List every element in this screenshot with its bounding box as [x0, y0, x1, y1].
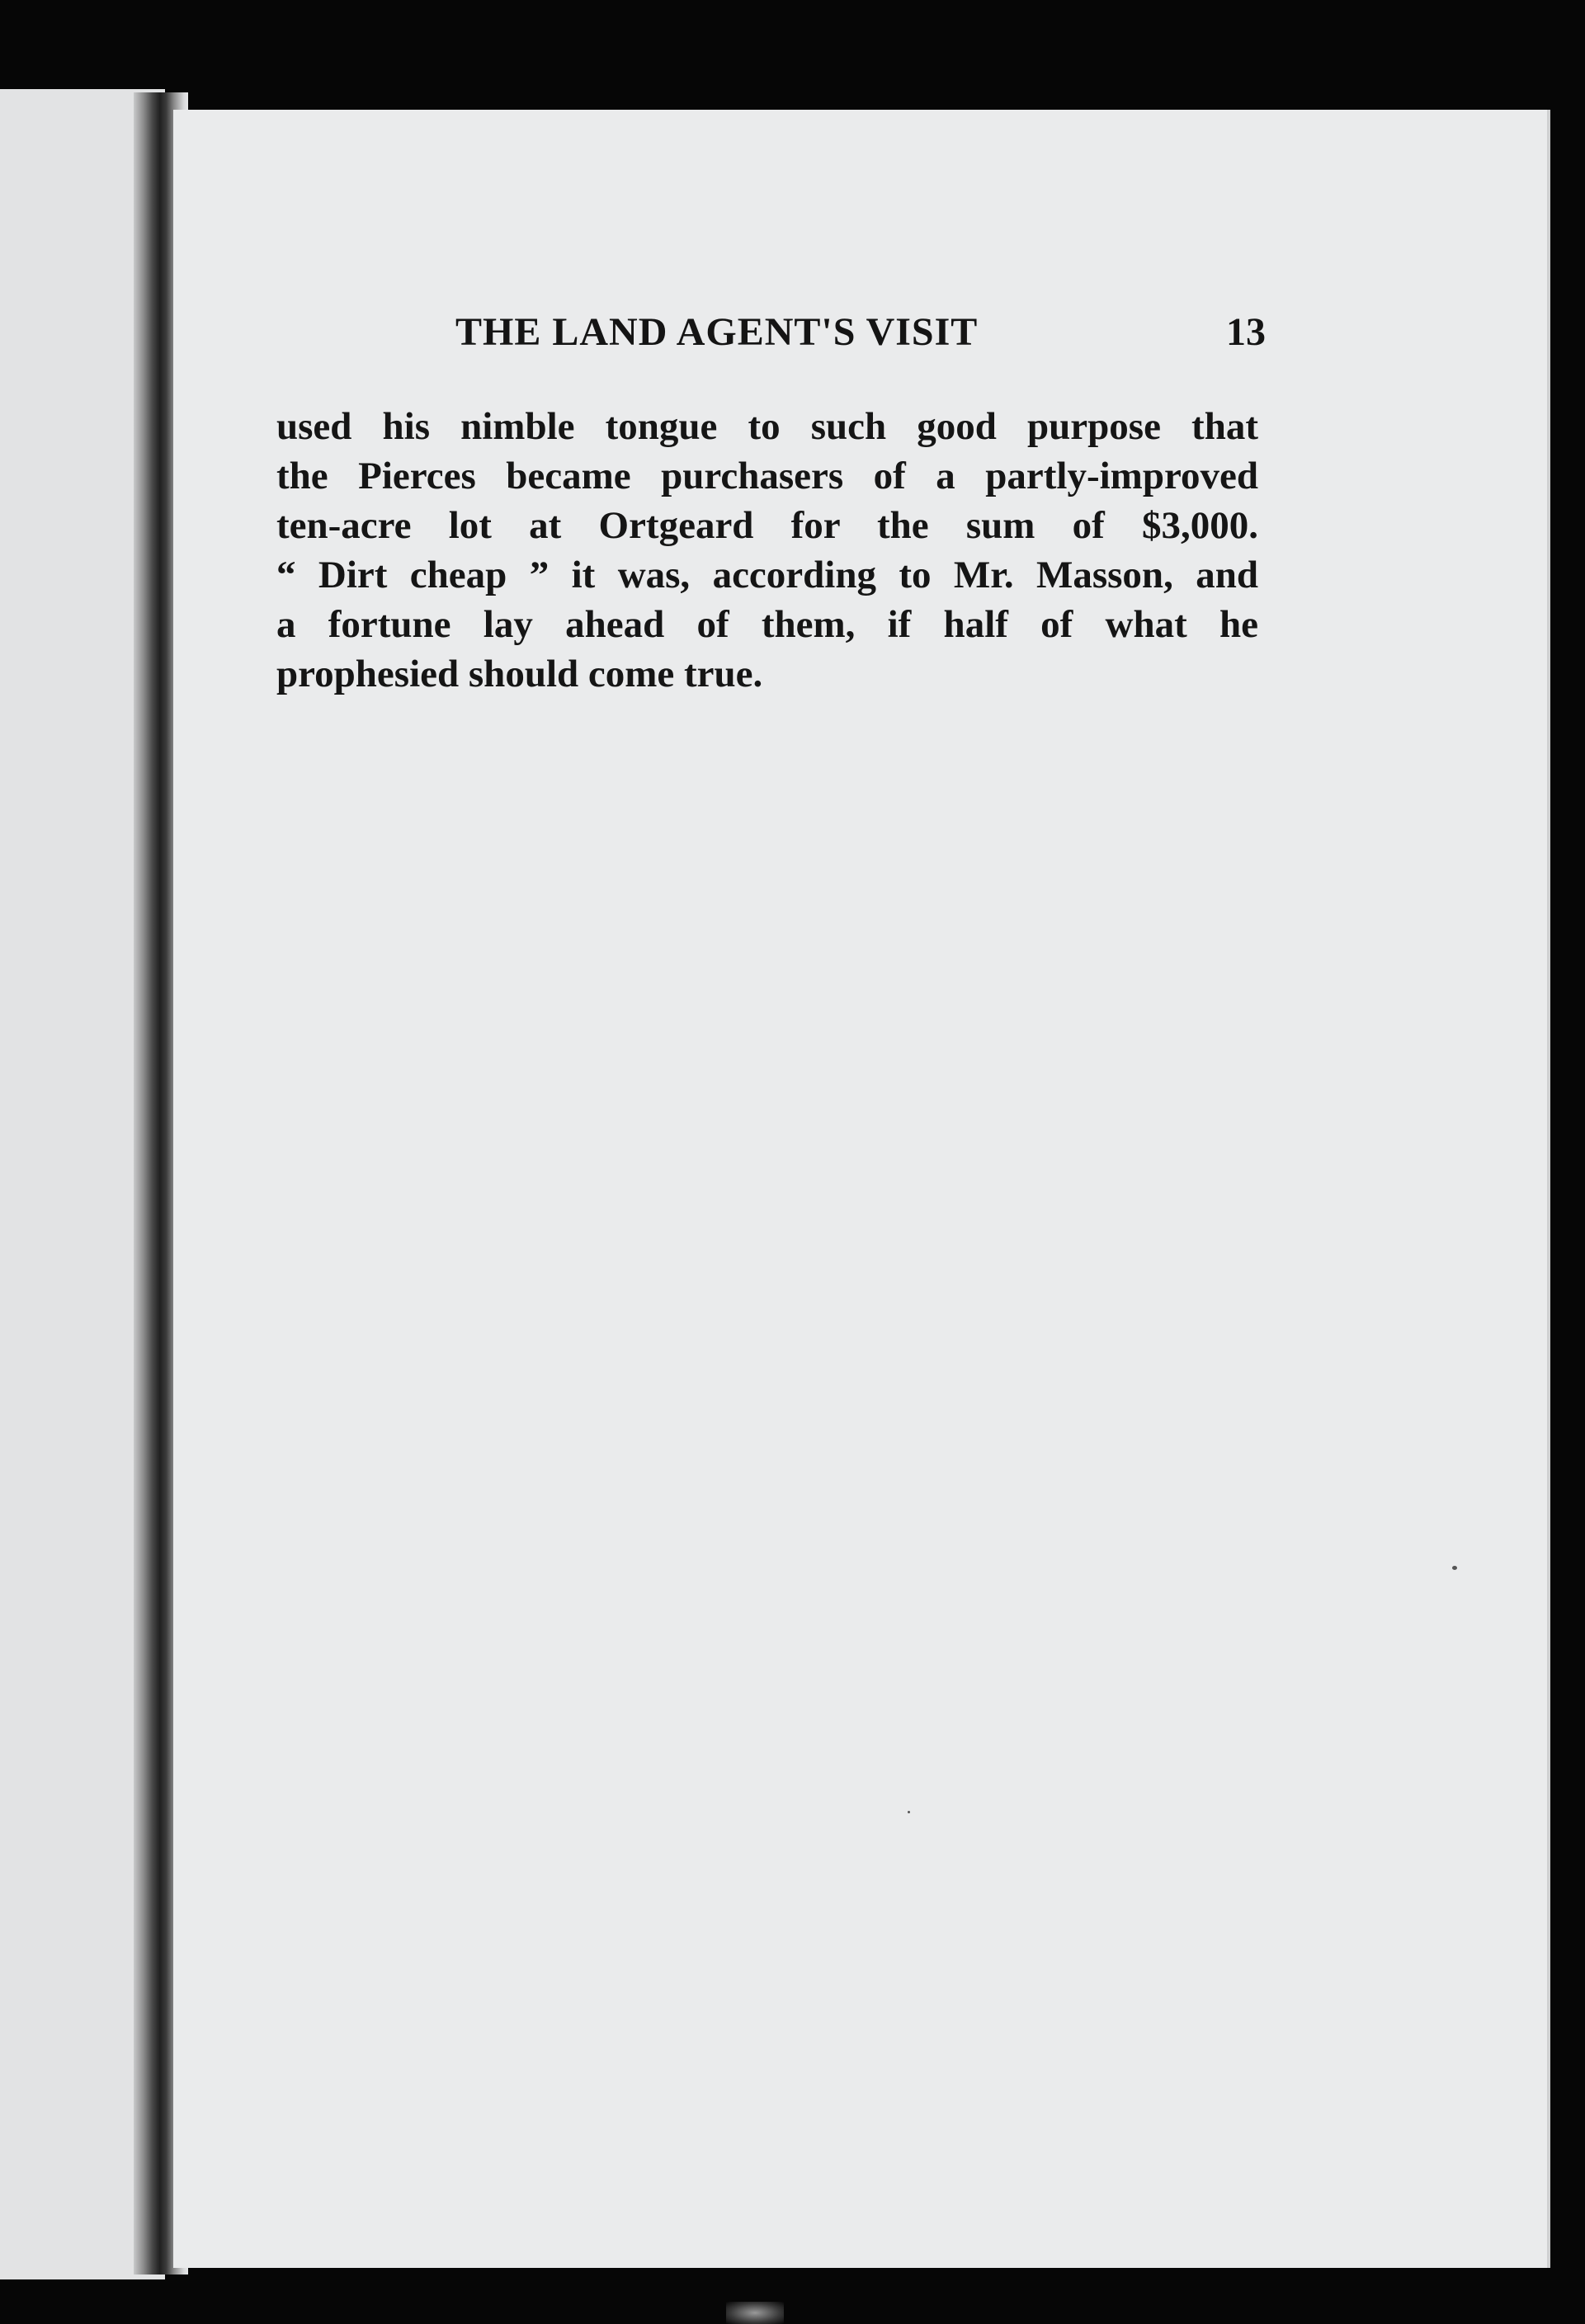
- page-number: 13: [1226, 310, 1266, 354]
- text-line: prophesied should come true.: [276, 653, 763, 695]
- dust-speck: [908, 1811, 910, 1813]
- text-line: the Pierces became purchasers of a partly-improved: [276, 455, 1258, 497]
- text-line: ten-acre lot at Ortgeard for the sum of $3,000.: [276, 504, 1258, 547]
- scan-scuff: [726, 2302, 784, 2324]
- running-head: [282, 309, 1266, 359]
- chapter-title: THE LAND AGENT'S VISIT: [455, 310, 979, 354]
- text-line: used his nimble tongue to such good purpose that: [276, 405, 1258, 448]
- dust-speck: [1452, 1566, 1457, 1570]
- text-line: “ Dirt cheap ” it was, according to Mr. Masson, and: [276, 554, 1258, 596]
- text-line: a fortune lay ahead of them, if half of what he: [276, 603, 1258, 646]
- body-paragraph: [276, 402, 1258, 699]
